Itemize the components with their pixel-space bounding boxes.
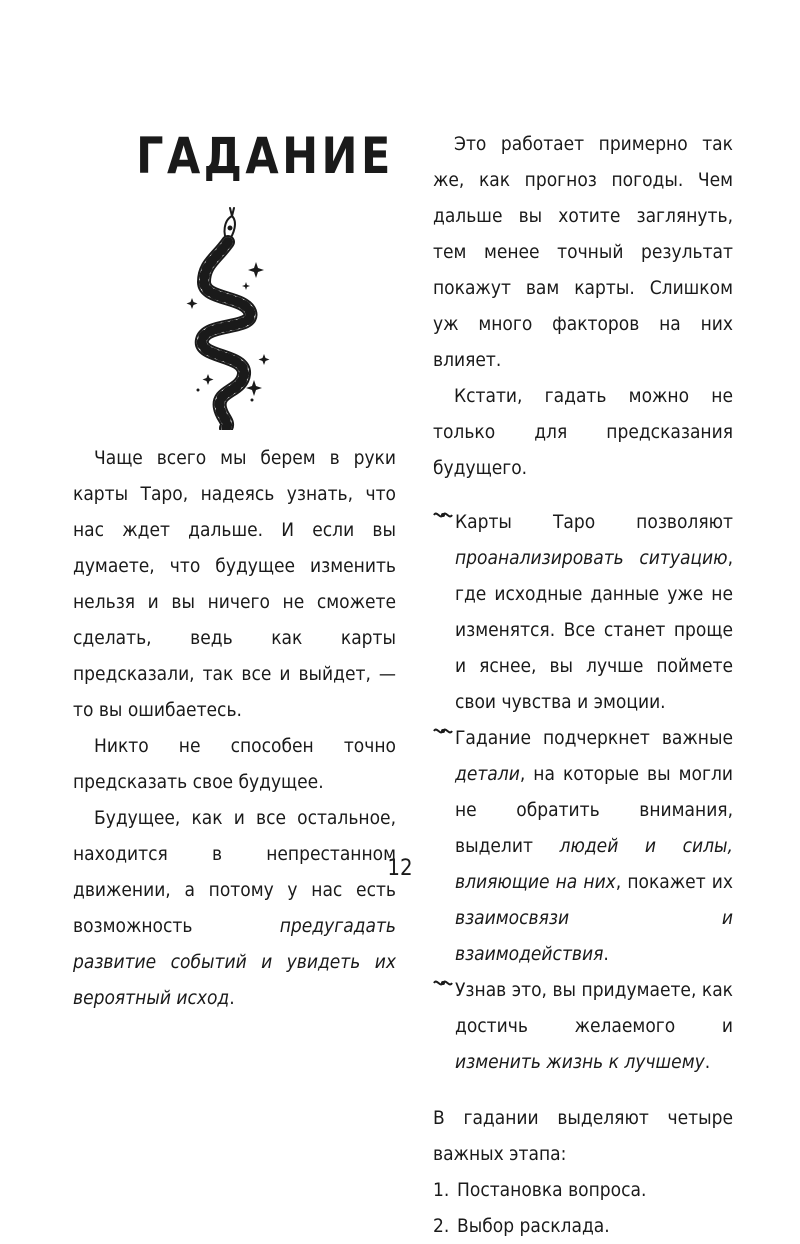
steps-intro: В гадании выделяют четыре важных этапа: — [433, 1107, 733, 1165]
steps-list — [433, 1172, 733, 1244]
list-item: Узнав это, вы придумаете, как достичь желаемого и изменить жизнь к лучшему. — [433, 972, 733, 1080]
bullet-list — [433, 504, 733, 1080]
paragraph: Чаще всего мы берем в руки карты Таро, надеясь узнать, что нас ждет дальше. И если вы думаете, что будущее изменить нельзя и вы ничего не сможете сделать, ведь как карты предсказали, так все и выйдет, — то вы ошибаетесь. — [73, 447, 396, 721]
flourish-bullet-icon — [433, 507, 453, 523]
page-number: 12 — [387, 856, 413, 881]
list-item: Карты Таро позволяют проанализировать ситуацию, где исходные данные уже не изменятся. Все станет проще и яснее, вы лучше поймете свои чувства и эмоции. — [433, 504, 733, 720]
left-column — [73, 440, 396, 1016]
flourish-bullet-icon — [433, 723, 453, 739]
page-title: ГАДАНИЕ — [136, 127, 394, 185]
list-item: Гадание подчеркнет важные детали, на которые вы могли не обратить внимания, выделит людей и силы, влияющие на них, покажет их взаимосвязи и взаимодействия. — [433, 720, 733, 972]
snake-icon — [186, 204, 276, 430]
paragraph: Кстати, гадать можно не только для предсказания будущего. — [433, 385, 733, 479]
flourish-bullet-icon — [433, 975, 453, 991]
right-column — [433, 126, 733, 1244]
paragraph: Никто не способен точно предсказать свое будущее. — [73, 735, 396, 793]
paragraph: Будущее, как и все остальное, находится в непрестанном движении, а потому у нас есть возможность предугадать развитие событий и увидеть их вероятный исход. — [73, 807, 396, 1009]
list-item: 1. Постановка вопроса. — [433, 1179, 647, 1201]
list-item: 2. Выбор расклада. — [433, 1215, 610, 1237]
paragraph: Это работает примерно так же, как прогноз погоды. Чем дальше вы хотите заглянуть, тем менее точный результат покажут вам карты. Слишком уж много факторов на них влияет. — [433, 133, 733, 371]
